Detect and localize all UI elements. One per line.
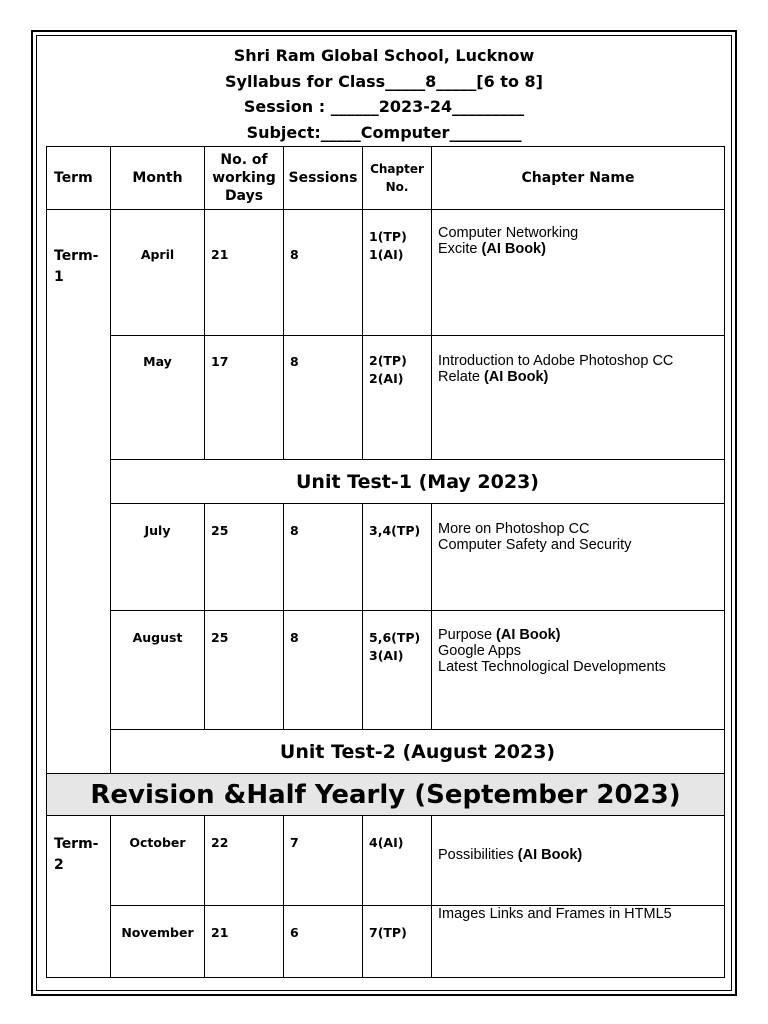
table-row <box>47 504 725 611</box>
chapter-name-cell: Computer Networking Excite (AI Book) <box>432 210 725 336</box>
table-row <box>47 336 725 460</box>
table-row <box>47 906 725 978</box>
unit-test-2: Unit Test-2 (August 2023) <box>111 730 725 774</box>
days-cell: 22 <box>205 816 284 906</box>
month-cell: July <box>111 504 205 611</box>
month-cell: May <box>111 336 205 460</box>
sessions-cell: 7 <box>284 816 363 906</box>
header-chapter-no: Chapter No. <box>363 147 432 210</box>
header-working-days: No. of working Days <box>205 147 284 210</box>
sessions-cell: 8 <box>284 611 363 730</box>
term-1-label: Term- 1 <box>47 210 111 774</box>
sessions-cell: 8 <box>284 504 363 611</box>
chapter-name-cell: Purpose (AI Book) Google Apps Latest Technological Developments <box>432 611 725 730</box>
session-line: Session : ______2023-24_________ <box>243 97 525 116</box>
chapter-no-cell: 7(TP) <box>363 906 432 978</box>
header-month: Month <box>111 147 205 210</box>
unit-test-1-row <box>47 460 725 504</box>
school-name: Shri Ram Global School, Lucknow <box>233 46 535 65</box>
month-cell: October <box>111 816 205 906</box>
header-term: Term <box>47 147 111 210</box>
header-sessions: Sessions <box>284 147 363 210</box>
table-row <box>47 816 725 906</box>
chapter-name-cell: More on Photoshop CC Computer Safety and Security <box>432 504 725 611</box>
chapter-no-cell: 2(TP) 2(AI) <box>363 336 432 460</box>
sessions-cell: 8 <box>284 210 363 336</box>
chapter-no-cell: 3,4(TP) <box>363 504 432 611</box>
chapter-no-cell: 4(AI) <box>363 816 432 906</box>
days-cell: 17 <box>205 336 284 460</box>
revision-half-yearly: Revision &Half Yearly (September 2023) <box>47 774 725 816</box>
chapter-no-cell: 5,6(TP) 3(AI) <box>363 611 432 730</box>
table-row <box>47 210 725 336</box>
table-row <box>47 611 725 730</box>
days-cell: 25 <box>205 611 284 730</box>
sessions-cell: 8 <box>284 336 363 460</box>
month-cell: August <box>111 611 205 730</box>
syllabus-table <box>46 146 725 978</box>
chapter-no-cell: 1(TP) 1(AI) <box>363 210 432 336</box>
chapter-name-cell: Possibilities (AI Book) <box>432 816 725 906</box>
revision-row <box>47 774 725 816</box>
table-header-row <box>47 147 725 210</box>
sessions-cell: 6 <box>284 906 363 978</box>
chapter-name-cell: Images Links and Frames in HTML5 <box>432 906 725 978</box>
month-cell: April <box>111 210 205 336</box>
days-cell: 21 <box>205 210 284 336</box>
chapter-name-cell: Introduction to Adobe Photoshop CC Relate (AI Book) <box>432 336 725 460</box>
term-2-label: Term- 2 <box>47 816 111 978</box>
header-chapter-name: Chapter Name <box>432 147 725 210</box>
unit-test-1: Unit Test-1 (May 2023) <box>111 460 725 504</box>
unit-test-2-row <box>47 730 725 774</box>
days-cell: 21 <box>205 906 284 978</box>
subject-line: Subject:_____Computer_________ <box>246 123 522 142</box>
month-cell: November <box>111 906 205 978</box>
days-cell: 25 <box>205 504 284 611</box>
class-line: Syllabus for Class_____8_____[6 to 8] <box>225 72 543 91</box>
